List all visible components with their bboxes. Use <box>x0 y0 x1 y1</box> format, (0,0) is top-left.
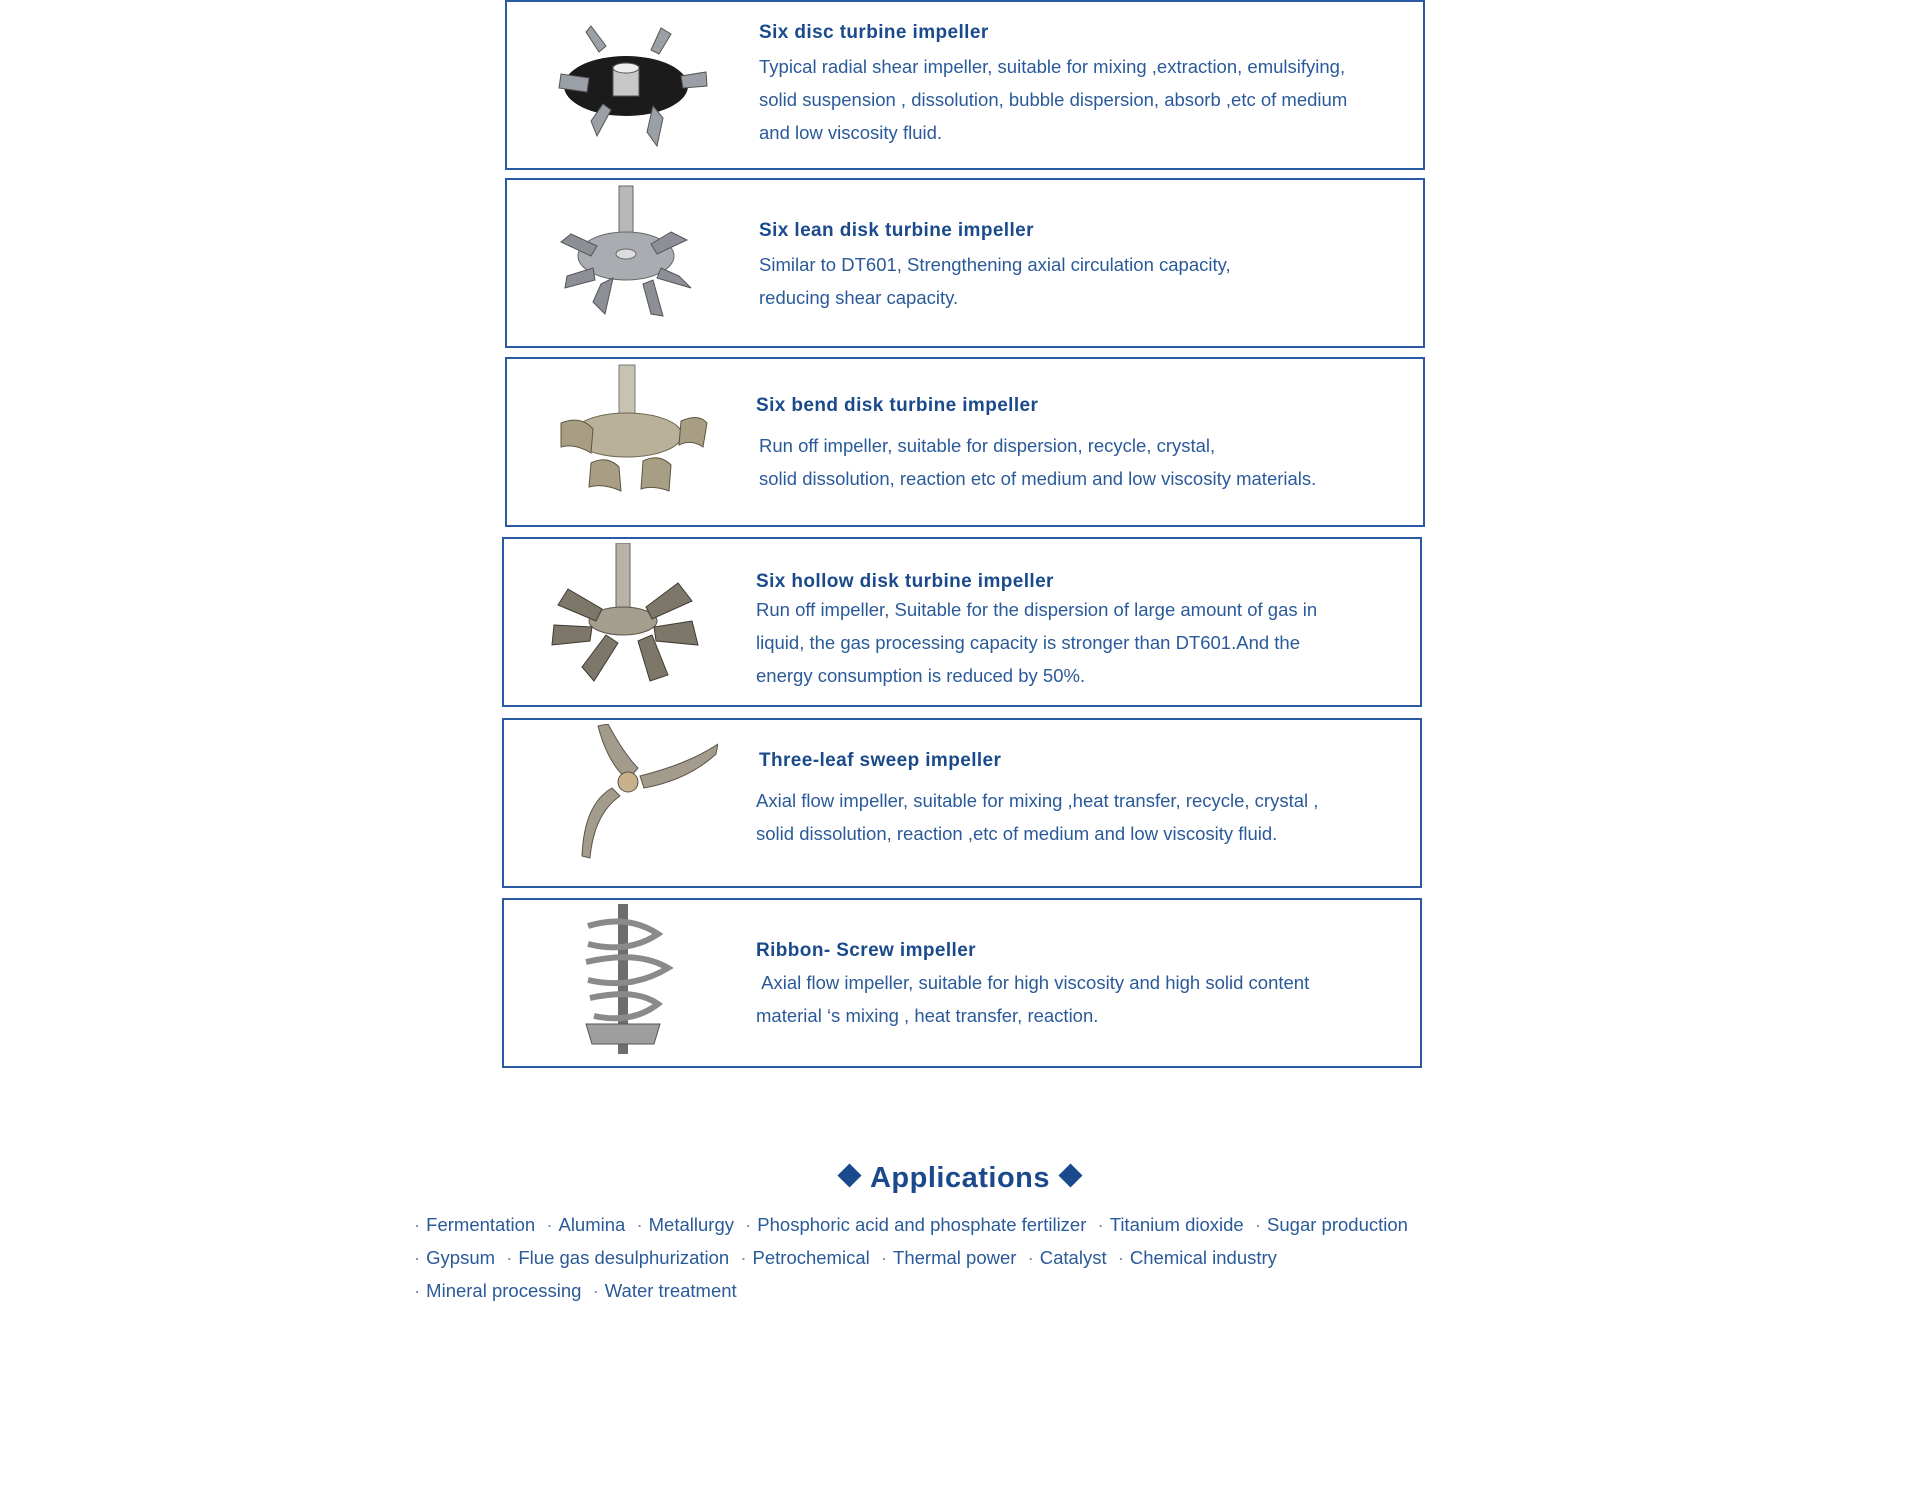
six-disc-turbine-impeller-image <box>531 6 721 164</box>
six-bend-disk-turbine-impeller-image <box>531 363 721 521</box>
impeller-description: Typical radial shear impeller, suitable for mixing ,extraction, emulsifying, solid suspension , dissolution, bubble dispersion, absorb ,etc of medium and low viscosity fluid. <box>759 56 1348 143</box>
impeller-description: Axial flow impeller, suitable for high viscosity and high solid content material ‘s mixing , heat transfer, reaction. <box>756 972 1310 1026</box>
applications-line: · Gypsum · Flue gas desulphurization · Petrochemical · Thermal power · Catalyst · Chemical industry <box>414 1241 1414 1274</box>
impeller-description: Run off impeller, Suitable for the dispersion of large amount of gas in liquid, the gas processing capacity is stronger than DT601.And the energy consumption is reduced by 50%. <box>756 599 1318 686</box>
six-lean-disk-turbine-impeller-image <box>531 184 721 342</box>
impeller-description: Similar to DT601, Strengthening axial circulation capacity, reducing shear capacity. <box>759 254 1231 308</box>
impeller-card-six-hollow-disk <box>502 537 1422 707</box>
impeller-card-three-leaf-sweep <box>502 718 1422 888</box>
impeller-title: Six disc turbine impeller <box>759 22 989 43</box>
application-item: Mineral processing <box>426 1280 582 1301</box>
diamond-icon <box>837 1163 861 1187</box>
application-item: Water treatment <box>604 1280 737 1301</box>
applications-title: Applications <box>869 1162 1050 1194</box>
impeller-description: Axial flow impeller, suitable for mixing ,heat transfer, recycle, crystal , solid dissolution, reaction ,etc of medium and low viscosity fluid. <box>756 790 1319 844</box>
applications-list <box>414 1208 1414 1307</box>
application-item: Catalyst <box>1039 1247 1107 1268</box>
impeller-card-six-disc <box>505 0 1425 170</box>
application-item: Fermentation <box>426 1214 536 1235</box>
application-item: Titanium dioxide <box>1109 1214 1244 1235</box>
impeller-title: Three-leaf sweep impeller <box>759 750 1002 771</box>
impeller-description: Run off impeller, suitable for dispersion, recycle, crystal, solid dissolution, reaction etc of medium and low viscosity materials. <box>759 435 1317 489</box>
ribbon-screw-impeller-image <box>528 904 718 1062</box>
application-item: Petrochemical <box>752 1247 870 1268</box>
applications-line: · Fermentation · Alumina · Metallurgy · Phosphoric acid and phosphate fertilizer · Titanium dioxide · Sugar production <box>414 1208 1414 1241</box>
applications-heading <box>0 1162 1920 1195</box>
application-item: Thermal power <box>893 1247 1017 1268</box>
diamond-icon <box>1058 1163 1082 1187</box>
impeller-title: Six hollow disk turbine impeller <box>756 571 1054 592</box>
application-item: Metallurgy <box>648 1214 734 1235</box>
three-leaf-sweep-impeller-image <box>528 724 718 882</box>
application-item: Sugar production <box>1267 1214 1408 1235</box>
impeller-title: Ribbon- Screw impeller <box>756 940 976 961</box>
six-hollow-disk-turbine-impeller-image <box>528 543 718 701</box>
application-item: Gypsum <box>426 1247 496 1268</box>
application-item: Phosphoric acid and phosphate fertilizer <box>757 1214 1087 1235</box>
applications-line: · Mineral processing · Water treatment <box>414 1274 1414 1307</box>
impeller-card-six-bend-disk <box>505 357 1425 527</box>
impeller-card-ribbon-screw <box>502 898 1422 1068</box>
application-item: Alumina <box>558 1214 626 1235</box>
application-item: Flue gas desulphurization <box>518 1247 730 1268</box>
impeller-title: Six bend disk turbine impeller <box>756 395 1039 416</box>
impeller-title: Six lean disk turbine impeller <box>759 220 1034 241</box>
impeller-card-six-lean-disk <box>505 178 1425 348</box>
application-item: Chemical industry <box>1129 1247 1277 1268</box>
